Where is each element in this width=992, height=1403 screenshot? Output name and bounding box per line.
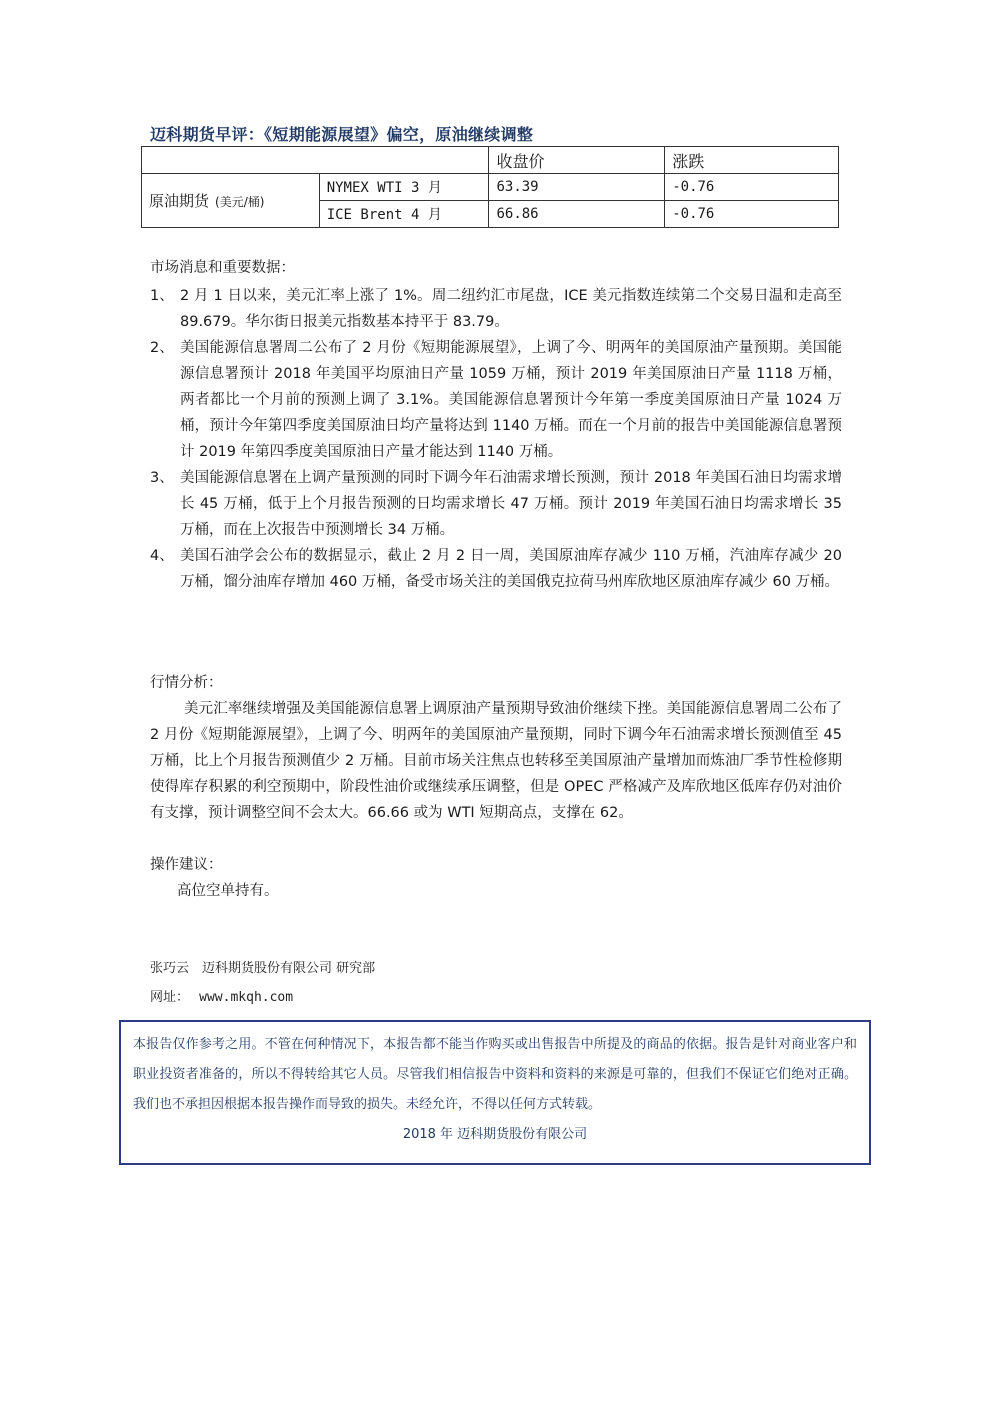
- item-number: 2、: [150, 340, 174, 356]
- item-text: 2 月 1 日以来，美元汇率上涨了 1%。周二纽约汇市尾盘，ICE 美元指数连续第二个交易日温和走高至 89.679。华尔街日报美元指数基本持平于 83.79。: [180, 288, 842, 330]
- table-row: [142, 174, 839, 201]
- contract-cell: NYMEX WTI 3 月: [319, 174, 489, 201]
- item-text: 美国能源信息署周二公布了 2 月份《短期能源展望》，上调了今、明两年的美国原油产量预期。美国能源信息署预计 2018 年美国平均原油日产量 1059 万桶，预计 2019 年美国原油日产量 1118 万桶，两者都比一个月前的预测上调了 3.1%。美国能源信息署预计今年第一季度美国原油日产量 1024 万桶，预计今年第四季度美国原油日均产量将达到 1140 万桶。而在一个月前的报告中美国能源信息署预计 2019 年第四季度美国原油日产量才能达到 1140 万桶。: [180, 340, 842, 460]
- change-cell: -0.76: [665, 201, 839, 228]
- website-label: 网址：: [150, 990, 190, 1005]
- category-label: 原油期货: [149, 192, 210, 210]
- quote-table: [141, 146, 839, 228]
- change-cell: -0.76: [665, 174, 839, 201]
- table-header-close: 收盘价: [489, 147, 665, 174]
- item-text: 美国能源信息署在上调产量预测的同时下调今年石油需求增长预测，预计 2018 年美国石油日均需求增长 45 万桶，低于上个月报告预测的日均需求增长 47 万桶。预计 2019 年美国石油日均需求增长 35 万桶，而在上次报告中预测增长 34 万桶。: [180, 470, 842, 538]
- item-text: 美国石油学会公布的数据显示，截止 2 月 2 日一周，美国原油库存减少 110 万桶，汽油库存减少 20 万桶，馏分油库存增加 460 万桶，备受市场关注的美国俄克拉荷马州库欣地区原油库存减少 60 万桶。: [180, 548, 842, 590]
- list-item: [150, 283, 842, 335]
- copyright-text: 2018 年 迈科期货股份有限公司: [402, 1127, 588, 1142]
- report-title: 迈科期货早评：《短期能源展望》偏空，原油继续调整: [150, 125, 534, 144]
- list-item: [150, 543, 842, 595]
- unit-label: (美元/桶): [215, 195, 265, 209]
- website-line: [150, 986, 293, 1005]
- table-header-row: [142, 147, 839, 174]
- item-number: 4、: [150, 548, 174, 564]
- close-cell: 63.39: [489, 174, 665, 201]
- item-number: 3、: [150, 470, 174, 486]
- analysis-heading: 行情分析：: [150, 675, 223, 691]
- advice-heading: 操作建议：: [150, 857, 223, 873]
- close-cell: 66.86: [489, 201, 665, 228]
- author-line: 张巧云 迈科期货股份有限公司 研究部: [150, 961, 376, 976]
- list-item: [150, 465, 842, 543]
- disclaimer-text: 本报告仅作参考之用。不管在何种情况下，本报告都不能当作购买或出售报告中所提及的商品的依据。报告是针对商业客户和职业投资者准备的，所以不得转给其它人员。尽管我们相信报告中资料和资料的来源是可靠的，但我们不保证它们绝对正确。我们也不承担因根据本报告操作而导致的损失。未经允许，不得以任何方式转载。: [133, 1037, 857, 1112]
- disclaimer-box: [119, 1020, 871, 1165]
- advice-text: 高位空单持有。: [177, 883, 279, 899]
- news-list: [150, 283, 842, 595]
- table-header-change: 涨跌: [665, 147, 839, 174]
- item-number: 1、: [150, 288, 174, 304]
- table-header-blank: [142, 147, 489, 174]
- contract-cell: ICE Brent 4 月: [319, 201, 489, 228]
- list-item: [150, 335, 842, 465]
- analysis-text: 美元汇率继续增强及美国能源信息署上调原油产量预期导致油价继续下挫。美国能源信息署周二公布了 2 月份《短期能源展望》，上调了今、明两年的美国原油产量预期，同时下调今年石油需求增长预测值至 45 万桶，比上个月报告预测值少 2 万桶。目前市场关注焦点也转移至美国原油产量增加而炼油厂季节性检修期使得库存积累的利空预期中，阶段性油价或继续承压调整，但是 OPEC 严格减产及库欣地区低库存仍对油价有支撑，预计调整空间不会太大。66.66 或为 WTI 短期高点，支撑在 62。: [150, 701, 842, 821]
- news-heading: 市场消息和重要数据：: [150, 260, 295, 276]
- website-link[interactable]: www.mkqh.com: [199, 990, 294, 1005]
- category-cell: [142, 174, 320, 228]
